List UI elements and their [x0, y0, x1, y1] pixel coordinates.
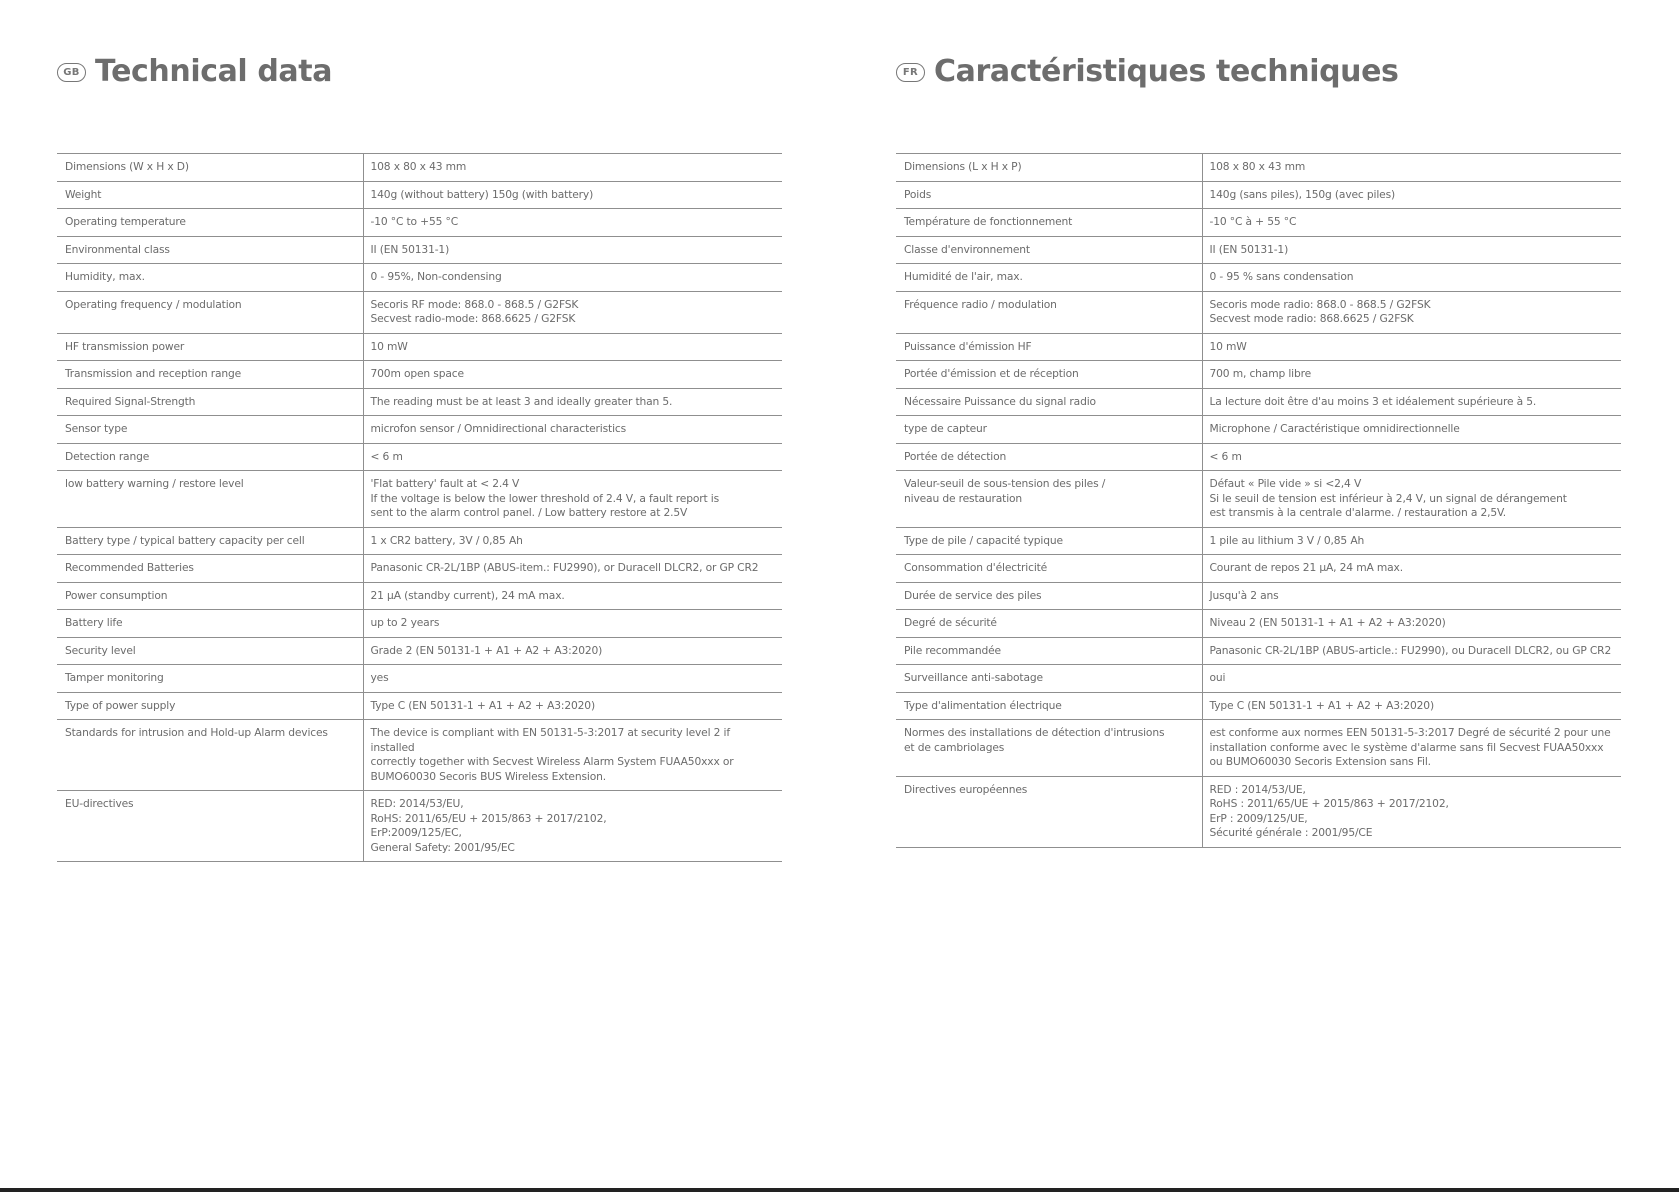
spec-row	[57, 720, 782, 791]
spec-label: Poids	[904, 187, 932, 201]
spec-row	[57, 154, 782, 182]
spec-table-body-fr	[896, 154, 1621, 848]
spec-value: oui	[1202, 665, 1621, 693]
spec-value: The reading must be at least 3 and ideally greater than 5.	[363, 388, 782, 416]
spec-row	[896, 665, 1621, 693]
spec-label: Battery type / typical battery capacity per cell	[65, 533, 305, 547]
spec-row	[896, 555, 1621, 583]
spec-value: RED : 2014/53/UE, RoHS : 2011/65/UE + 2015/863 + 2017/2102, ErP : 2009/125/UE, Sécurité générale : 2001/95/CE	[1202, 776, 1621, 847]
spec-label: type de capteur	[904, 422, 987, 435]
spec-value: 1 pile au lithium 3 V / 0,85 Ah	[1202, 527, 1621, 555]
spec-label: Degré de sécurité	[904, 616, 997, 629]
spec-label: Environmental class	[65, 242, 170, 256]
section-heading-fr	[896, 52, 1399, 92]
spec-value: -10 °C à + 55 °C	[1202, 209, 1621, 237]
spec-value: 21 µA (standby current), 24 mA max.	[363, 582, 782, 610]
spec-value: 700 m, champ libre	[1202, 361, 1621, 389]
section-title-fr: Caractéristiques techniques	[934, 54, 1399, 89]
spec-label: Consommation d'électricité	[904, 561, 1048, 574]
spec-row	[896, 181, 1621, 209]
spec-row	[896, 388, 1621, 416]
spec-row	[896, 264, 1621, 292]
spec-value: Niveau 2 (EN 50131-1 + A1 + A2 + A3:2020)	[1202, 610, 1621, 638]
page-bottom-rule	[0, 1188, 1679, 1192]
spec-row	[57, 692, 782, 720]
spec-row	[896, 692, 1621, 720]
spec-label: Durée de service des piles	[904, 588, 1042, 602]
spec-row	[896, 416, 1621, 444]
spec-row	[896, 582, 1621, 610]
spec-table-body-gb	[57, 154, 782, 862]
spec-label: Detection range	[65, 449, 150, 463]
spec-value: Secoris mode radio: 868.0 - 868.5 / G2FSK Secvest mode radio: 868.6625 / G2FSK	[1202, 291, 1621, 333]
spec-label: Security level	[65, 643, 136, 657]
spec-value: 108 x 80 x 43 mm	[1202, 154, 1621, 182]
spec-label: Température de fonctionnement	[904, 215, 1073, 228]
spec-row	[896, 154, 1621, 182]
spec-label: Puissance d'émission HF	[904, 339, 1032, 353]
spec-label: Surveillance anti-sabotage	[904, 671, 1043, 684]
spec-value: -10 °C to +55 °C	[363, 209, 782, 237]
spec-value: Type C (EN 50131-1 + A1 + A2 + A3:2020)	[1202, 692, 1621, 720]
spec-value: 0 - 95%, Non-condensing	[363, 264, 782, 292]
spec-label: Transmission and reception range	[65, 367, 242, 380]
spec-value: 140g (sans piles), 150g (avec piles)	[1202, 181, 1621, 209]
spec-label: Dimensions (W x H x D)	[65, 160, 189, 173]
spec-label: Operating temperature	[65, 215, 186, 228]
spec-row	[57, 388, 782, 416]
spec-row	[57, 264, 782, 292]
language-badge-fr: FR	[896, 63, 925, 82]
spec-label: Classe d'environnement	[904, 242, 1030, 256]
spec-value: Panasonic CR-2L/1BP (ABUS-article.: FU2990), ou Duracell DLCR2, ou GP CR2	[1202, 637, 1621, 665]
spec-label: Operating frequency / modulation	[65, 297, 242, 311]
spec-label: Fréquence radio / modulation	[904, 297, 1057, 311]
spec-row	[896, 776, 1621, 847]
spec-row	[57, 471, 782, 528]
spec-label: Humidité de l'air, max.	[904, 270, 1023, 283]
spec-row	[896, 527, 1621, 555]
spec-row	[57, 209, 782, 237]
spec-value: II (EN 50131-1)	[1202, 236, 1621, 264]
spec-label: Standards for intrusion and Hold-up Alarm devices	[65, 726, 328, 739]
spec-value: 108 x 80 x 43 mm	[363, 154, 782, 182]
spec-row	[57, 665, 782, 693]
spec-row	[896, 333, 1621, 361]
spec-row	[57, 236, 782, 264]
spec-label: Battery life	[65, 616, 123, 629]
spec-row	[57, 791, 782, 862]
spec-label: Portée de détection	[904, 449, 1007, 463]
spec-row	[896, 637, 1621, 665]
spec-label: Directives européennes	[904, 782, 1028, 796]
spec-label: Dimensions (L x H x P)	[904, 160, 1022, 173]
spec-row	[57, 181, 782, 209]
spec-label: Required Signal-Strength	[65, 394, 196, 408]
spec-table-gb	[57, 153, 782, 862]
spec-value: yes	[363, 665, 782, 693]
spec-label: Valeur-seuil de sous-tension des piles / niveau de restauration	[904, 477, 1106, 505]
spec-value: La lecture doit être d'au moins 3 et idéalement supérieure à 5.	[1202, 388, 1621, 416]
spec-label: Type de pile / capacité typique	[904, 533, 1063, 547]
spec-value: Type C (EN 50131-1 + A1 + A2 + A3:2020)	[363, 692, 782, 720]
spec-row	[896, 209, 1621, 237]
spec-value: < 6 m	[363, 443, 782, 471]
spec-row	[57, 637, 782, 665]
spec-row	[896, 443, 1621, 471]
spec-row	[896, 236, 1621, 264]
spec-row	[896, 610, 1621, 638]
spec-row	[896, 720, 1621, 777]
spec-row	[896, 361, 1621, 389]
spec-row	[57, 610, 782, 638]
spec-value: 'Flat battery' fault at < 2.4 V If the voltage is below the lower threshold of 2.4 V, a fault report is sent to the alarm control panel. / Low battery restore at 2.5V	[363, 471, 782, 528]
spec-label: Recommended Batteries	[65, 561, 194, 574]
spec-row	[57, 416, 782, 444]
spec-label: HF transmission power	[65, 339, 185, 353]
spec-label: Humidity, max.	[65, 270, 145, 283]
spec-value: < 6 m	[1202, 443, 1621, 471]
spec-row	[57, 582, 782, 610]
spec-row	[57, 555, 782, 583]
spec-value: RED: 2014/53/EU, RoHS: 2011/65/EU + 2015/863 + 2017/2102, ErP:2009/125/EC, General Safety: 2001/95/EC	[363, 791, 782, 862]
language-badge-gb: GB	[57, 63, 86, 82]
spec-label: Tamper monitoring	[65, 671, 164, 684]
spec-label: Pile recommandée	[904, 643, 1001, 657]
spec-value: Défaut « Pile vide » si <2,4 V Si le seuil de tension est inférieur à 2,4 V, un signal de dérangement est transmis à la centrale d'alarme. / restauration a 2,5V.	[1202, 471, 1621, 528]
spec-row	[896, 471, 1621, 528]
spec-row	[896, 291, 1621, 333]
spec-value: II (EN 50131-1)	[363, 236, 782, 264]
spec-label: Weight	[65, 187, 102, 201]
spec-value: Panasonic CR-2L/1BP (ABUS-item.: FU2990), or Duracell DLCR2, or GP CR2	[363, 555, 782, 583]
spec-value: 10 mW	[1202, 333, 1621, 361]
spec-value: microfon sensor / Omnidirectional characteristics	[363, 416, 782, 444]
spec-value: Jusqu'à 2 ans	[1202, 582, 1621, 610]
spec-table-fr	[896, 153, 1621, 848]
spec-value: 1 x CR2 battery, 3V / 0,85 Ah	[363, 527, 782, 555]
spec-value: up to 2 years	[363, 610, 782, 638]
spec-label: Power consumption	[65, 588, 168, 602]
spec-label: low battery warning / restore level	[65, 477, 244, 490]
spec-value: The device is compliant with EN 50131-5-3:2017 at security level 2 if installed correctly together with Secvest Wireless Alarm System FUAA50xxx or BUMO60030 Secoris BUS Wireless Extension.	[363, 720, 782, 791]
section-title-gb: Technical data	[95, 54, 333, 89]
spec-row	[57, 333, 782, 361]
spec-value: Courant de repos 21 µA, 24 mA max.	[1202, 555, 1621, 583]
spec-row	[57, 527, 782, 555]
spec-value: Secoris RF mode: 868.0 - 868.5 / G2FSK Secvest radio-mode: 868.6625 / G2FSK	[363, 291, 782, 333]
spec-label: EU-directives	[65, 797, 134, 810]
spec-row	[57, 361, 782, 389]
spec-value: est conforme aux normes EEN 50131-5-3:2017 Degré de sécurité 2 pour une installation conforme avec le système d'alarme sans fil Secvest FUAA50xxx ou BUMO60030 Secoris Extension sans Fil.	[1202, 720, 1621, 777]
spec-row	[57, 443, 782, 471]
section-heading-gb	[57, 52, 332, 92]
spec-label: Normes des installations de détection d'intrusions et de cambriolages	[904, 726, 1165, 754]
spec-row	[57, 291, 782, 333]
spec-value: 140g (without battery) 150g (with battery)	[363, 181, 782, 209]
spec-label: Type d'alimentation électrique	[904, 698, 1062, 712]
spec-value: 0 - 95 % sans condensation	[1202, 264, 1621, 292]
spec-label: Type of power supply	[65, 698, 176, 712]
spec-label: Sensor type	[65, 422, 128, 435]
spec-value: Microphone / Caractéristique omnidirectionnelle	[1202, 416, 1621, 444]
spec-value: 700m open space	[363, 361, 782, 389]
spec-value: 10 mW	[363, 333, 782, 361]
spec-value: Grade 2 (EN 50131-1 + A1 + A2 + A3:2020)	[363, 637, 782, 665]
spec-label: Portée d'émission et de réception	[904, 367, 1079, 380]
spec-label: Nécessaire Puissance du signal radio	[904, 394, 1096, 408]
